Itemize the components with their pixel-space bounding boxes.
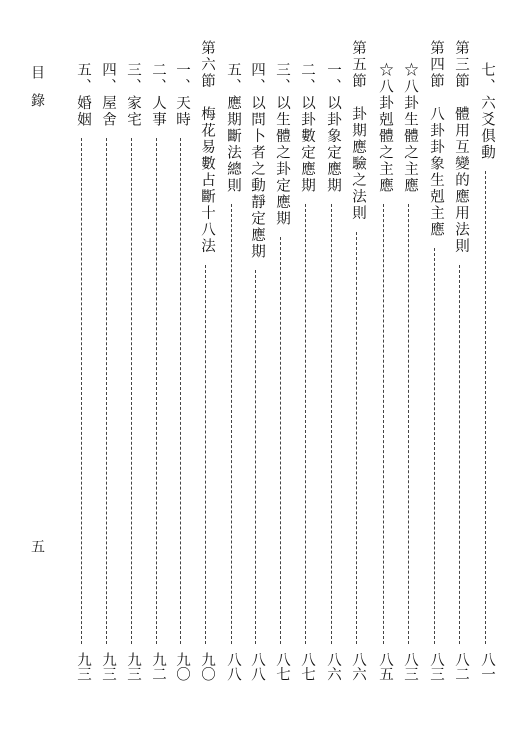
dot-leader: [356, 232, 357, 644]
toc-entry[interactable]: [450, 40, 472, 690]
dot-leader: [408, 204, 409, 644]
entry-page-number: 九二: [150, 652, 166, 681]
dot-leader: [331, 204, 332, 644]
toc-entry[interactable]: [72, 40, 94, 690]
dot-leader: [434, 248, 435, 644]
dot-leader: [106, 138, 107, 644]
dot-leader: [156, 138, 157, 644]
entry-page-number: 八二: [453, 652, 469, 681]
entry-page-number: 八七: [274, 652, 290, 681]
toc-entry[interactable]: [399, 40, 421, 690]
entry-title: 三、以生體之卦定應期: [274, 62, 290, 227]
toc-entry[interactable]: [476, 40, 498, 690]
entry-title: 一、天時: [174, 62, 190, 128]
toc-entry[interactable]: [347, 40, 369, 690]
entry-title: 二、人事: [150, 62, 166, 128]
entry-title: 五、婚姻: [75, 62, 91, 128]
entry-title: 七、六爻俱動: [479, 62, 495, 161]
entry-page-number: 九〇: [199, 652, 215, 681]
entry-title: 四、屋舍: [100, 62, 116, 128]
entry-page-number: 九三: [125, 652, 141, 681]
toc-entry[interactable]: [425, 40, 447, 690]
dot-leader: [205, 265, 206, 644]
entry-page-number: 八三: [402, 652, 418, 681]
dot-leader: [231, 204, 232, 644]
entry-title: 三、家宅: [125, 62, 141, 128]
entry-page-number: 八六: [350, 652, 366, 681]
entry-title: ☆八卦剋體之主應: [377, 62, 393, 194]
entry-page-number: 八五: [377, 652, 393, 681]
entry-page-number: 八八: [225, 652, 241, 681]
dot-leader: [131, 138, 132, 644]
dot-leader: [459, 265, 460, 644]
entry-page-number: 八一: [479, 652, 495, 681]
toc-entry[interactable]: [196, 40, 218, 690]
dot-leader: [280, 237, 281, 644]
toc-entry[interactable]: [97, 40, 119, 690]
entry-title: 第五節 卦期應驗之法則: [350, 40, 366, 222]
toc-entry[interactable]: [322, 40, 344, 690]
dot-leader: [180, 138, 181, 644]
entry-title: 五、應期斷法總則: [225, 62, 241, 194]
toc-entry[interactable]: [222, 40, 244, 690]
toc-entry[interactable]: [271, 40, 293, 690]
entry-page-number: 八八: [249, 652, 265, 681]
dot-leader: [383, 204, 384, 644]
toc-entry[interactable]: [296, 40, 318, 690]
entry-title: 二、以卦數定應期: [299, 62, 315, 194]
toc-heading: 目錄: [29, 65, 45, 121]
dot-leader: [305, 204, 306, 644]
dot-leader: [485, 171, 486, 644]
page-number: 五: [29, 539, 45, 553]
entry-page-number: 八三: [428, 652, 444, 681]
entry-page-number: 八七: [299, 652, 315, 681]
entry-title: 第六節 梅花易數占斷十八法: [199, 40, 215, 255]
toc-entry[interactable]: [147, 40, 169, 690]
toc-entry[interactable]: [171, 40, 193, 690]
entry-title: 第三節 體用互變的應用法則: [453, 40, 469, 255]
entry-title: 一、以卦象定應期: [325, 62, 341, 194]
entry-title: ☆八卦生體之主應: [402, 62, 418, 194]
entry-page-number: 九三: [100, 652, 116, 681]
dot-leader: [255, 270, 256, 644]
toc-entry[interactable]: [122, 40, 144, 690]
entry-title: 第四節 八卦卦象生剋主應: [428, 40, 444, 238]
entry-page-number: 九〇: [174, 652, 190, 681]
entry-page-number: 九三: [75, 652, 91, 681]
entry-title: 四、以問卜者之動靜定應期: [249, 62, 265, 260]
dot-leader: [81, 138, 82, 644]
entry-page-number: 八六: [325, 652, 341, 681]
toc-entry[interactable]: [374, 40, 396, 690]
toc-entry[interactable]: [246, 40, 268, 690]
